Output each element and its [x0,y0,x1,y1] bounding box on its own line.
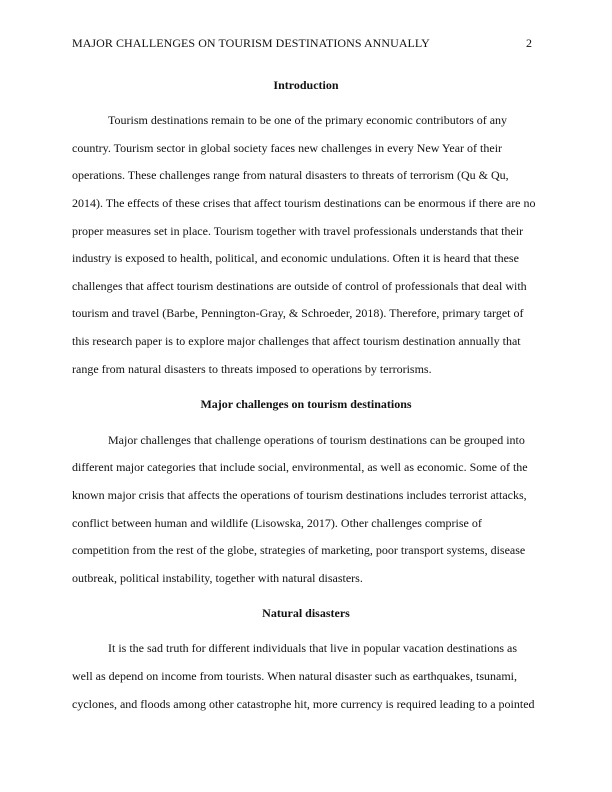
paragraph-line: country. Tourism sector in global society faces new challenges in every New Year of their [72,141,503,155]
paragraph-line: conflict between human and wildlife (Lisowska, 2017). Other challenges comprise of [72,516,482,530]
page-number: 2 [526,36,532,50]
paragraph-line: outbreak, political instability, together with natural disasters. [72,571,363,585]
paragraph-line: It is the sad truth for different individuals that live in popular vacation destinations as [108,641,518,655]
paragraph-line: 2014). The effects of these crises that affect tourism destinations can be enormous if there are no [72,196,536,210]
paragraph-line: industry is exposed to health, political, and economic undulations. Often it is heard that these [72,251,519,265]
paragraph-line: Major challenges that challenge operations of tourism destinations can be grouped into [108,433,525,447]
paragraph-line: well as depend on income from tourists. When natural disaster such as earthquakes, tsunami, [72,669,517,683]
section-heading-introduction: Introduction [273,78,339,92]
paragraph-line: range from natural disasters to threats imposed to operations by terrorisms. [72,362,432,376]
paragraph-line: known major crisis that affects the operations of tourism destinations includes terrorist attacks, [72,488,527,502]
paragraph-line: cyclones, and floods among other catastrophe hit, more currency is required leading to a pointed [72,697,535,711]
paragraph-line: proper measures set in place. Tourism together with travel professionals understands that their [72,224,524,238]
paragraph-line: competition from the rest of the globe, strategies of marketing, poor transport systems, disease [72,543,526,557]
paragraph-line: this research paper is to explore major challenges that affect tourism destination annually that [72,334,521,348]
paragraph-line: operations. These challenges range from natural disasters to threats of terrorism (Qu & Qu, [72,168,509,182]
paragraph-line: different major categories that include social, environmental, as well as economic. Some of the [72,460,528,474]
paragraph-line: tourism and travel (Barbe, Pennington-Gray, & Schroeder, 2018). Therefore, primary target of [72,306,524,320]
paragraph-line: challenges that affect tourism destinations are outside of control of professionals that deal with [72,279,527,293]
section-heading-natural-disasters: Natural disasters [262,606,350,620]
running-head: MAJOR CHALLENGES ON TOURISM DESTINATIONS ANNUALLY [72,36,430,50]
paragraph-line: Tourism destinations remain to be one of the primary economic contributors of any [108,113,508,127]
section-heading-major-challenges: Major challenges on tourism destinations [200,397,412,411]
